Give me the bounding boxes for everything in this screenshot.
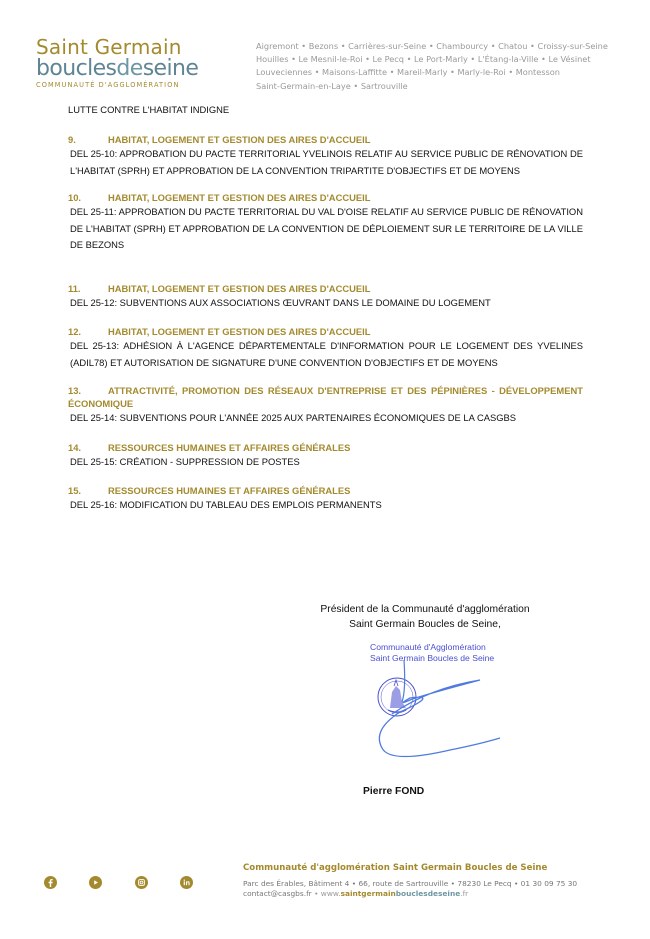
agenda-item-heading <box>68 133 583 146</box>
youtube-icon[interactable] <box>89 876 102 889</box>
intro-text: LUTTE CONTRE L'HABITAT INDIGNE <box>68 104 230 115</box>
agenda-item-body: DEL 25-12: SUBVENTIONS AUX ASSOCIATIONS ŒUVRANT DANS LE DOMAINE DU LOGEMENT <box>70 296 491 308</box>
agenda-item-title: ATTRACTIVITÉ, PROMOTION DES RÉSEAUX D'ENTREPRISE ET DES PÉPINIÈRES - DÉVELOPPEMENT ÉCONOMIQUE <box>68 385 583 409</box>
organization-logo <box>36 36 216 89</box>
agenda-item-heading <box>68 282 583 295</box>
agenda-item-number: 14. <box>68 441 82 453</box>
official-stamp-and-signature <box>340 640 520 780</box>
agenda-item-title: RESSOURCES HUMAINES ET AFFAIRES GÉNÉRALES <box>108 485 351 496</box>
signatory-title-line: Président de la Communauté d'agglomération <box>320 604 530 615</box>
agenda-item-body: DEL 25-11: APPROBATION DU PACTE TERRITORIAL DU VAL D'OISE RELATIF AU SERVICE PUBLIC DE RÉNOVATION DE L'HABITAT (SPRH) ET APPROBATION DE LA CONVENTION DE DÉPLOIEMENT SUR LE TERRITOIRE DE LA VILLE DE BEZONS <box>70 206 583 250</box>
footer-title: Communauté d'agglomération Saint Germain Boucles de Seine <box>243 863 548 873</box>
website-suffix: .fr <box>460 889 469 898</box>
logo-line-boucles-de-seine <box>36 58 216 80</box>
agenda-item-title: HABITAT, LOGEMENT ET GESTION DES AIRES D'ACCUEIL <box>108 134 371 145</box>
signatory-title <box>300 602 550 632</box>
agenda-item-number: 15. <box>68 485 82 496</box>
logo-line-saint-germain: Saint Germain <box>36 35 182 59</box>
agenda-item-title: HABITAT, LOGEMENT ET GESTION DES AIRES D'ACCUEIL <box>108 282 371 294</box>
logo-subtitle: COMMUNAUTÉ D'AGGLOMÉRATION <box>36 81 180 89</box>
communes-line: Saint-Germain-en-Laye • Sartrouville <box>256 80 408 91</box>
agenda-item <box>68 484 583 514</box>
footer-contact-block <box>243 862 623 899</box>
agenda-item-number: 10. <box>68 192 82 203</box>
agenda-item-body: DEL 25-14: SUBVENTIONS POUR L'ANNÉE 2025 AUX PARTENAIRES ÉCONOMIQUES DE LA CASGBS <box>70 412 517 423</box>
agenda-item-heading <box>68 325 583 338</box>
logo-word-boucles: boucles <box>36 56 117 81</box>
website-link[interactable] <box>321 889 468 898</box>
website-prefix: www. <box>320 889 341 898</box>
agenda-item-number: 9. <box>68 134 76 145</box>
stamp-text-line: Saint Germain Boucles de Seine <box>370 653 495 663</box>
agenda-item <box>68 133 583 179</box>
agenda-item-body: DEL 25-13: ADHÉSION À L'AGENCE DÉPARTEMENTALE D'INFORMATION POUR LE LOGEMENT DES YVELINES (ADIL78) ET AUTORISATION DE SIGNATURE D'UNE CONVENTION D'OBJECTIFS ET DE MOYENS <box>70 340 583 368</box>
facebook-icon[interactable] <box>44 876 57 889</box>
signatory-title-line: Saint Germain Boucles de Seine, <box>349 619 501 630</box>
agenda-item <box>68 384 583 427</box>
agenda-item <box>68 191 583 254</box>
agenda-item-number: 13. <box>68 385 82 396</box>
signatory-name: Pierre FOND <box>363 786 425 797</box>
agenda-item <box>68 325 583 371</box>
agenda-item-heading <box>68 484 583 497</box>
stamp-text-line: Communauté d'Agglomération <box>370 642 486 652</box>
footer-address: Parc des Érables, Bâtiment 4 • 66, route de Sartrouville • 78230 Le Pecq • 01 30 09 75 30 <box>243 879 578 888</box>
agenda-item-title: RESSOURCES HUMAINES ET AFFAIRES GÉNÉRALES <box>108 441 351 453</box>
stamp-seal-icon <box>340 640 520 780</box>
agenda-item-body: DEL 25-10: APPROBATION DU PACTE TERRITORIAL YVELINOIS RELATIF AU SERVICE PUBLIC DE RÉNOVATION DE L'HABITAT (SPRH) ET APPROBATION DE LA CONVENTION TRIPARTITE D'OBJECTIFS ET DE MOYENS <box>70 148 583 176</box>
agenda-item <box>68 282 583 312</box>
communes-line: Aigremont • Bezons • Carrières-sur-Seine • Chambourcy • Chatou • Croissy-sur-Seine <box>256 41 608 51</box>
agenda-item <box>68 441 583 471</box>
website-part-saintgermain: saintgermain <box>340 889 396 898</box>
agenda-item-number: 11. <box>68 282 81 294</box>
agenda-content <box>68 103 583 514</box>
communes-line: Louveciennes • Maisons-Laffitte • Mareil-Marly • Marly-le-Roi • Montesson <box>256 67 560 78</box>
linkedin-icon[interactable] <box>180 876 193 889</box>
agenda-item-title: HABITAT, LOGEMENT ET GESTION DES AIRES D'ACCUEIL <box>108 326 371 337</box>
logo-word-seine: seine <box>142 56 199 81</box>
separator: • <box>311 889 321 898</box>
agenda-item-heading <box>68 191 583 204</box>
instagram-icon[interactable] <box>135 876 148 889</box>
email-link[interactable]: contact@casgbs.fr <box>243 889 312 898</box>
agenda-item-heading <box>68 441 583 454</box>
footer-contact-line <box>243 889 623 899</box>
agenda-item-body: DEL 25-16: MODIFICATION DU TABLEAU DES EMPLOIS PERMANENTS <box>70 499 382 510</box>
agenda-item-title: HABITAT, LOGEMENT ET GESTION DES AIRES D'ACCUEIL <box>108 192 371 203</box>
logo-word-de: de <box>116 56 143 81</box>
agenda-item-number: 12. <box>68 326 82 337</box>
communes-line: Houilles • Le Mesnil-le-Roi • Le Pecq • Le Port-Marly • L'Étang-la-Ville • Le Vésinet <box>256 54 591 65</box>
agenda-item-body: DEL 25-15: CRÉATION - SUPPRESSION DE POSTES <box>70 455 300 467</box>
agenda-item-heading <box>68 384 583 410</box>
communes-list <box>256 40 626 93</box>
website-part-bouclesdeseine: bouclesdeseine <box>395 889 461 898</box>
